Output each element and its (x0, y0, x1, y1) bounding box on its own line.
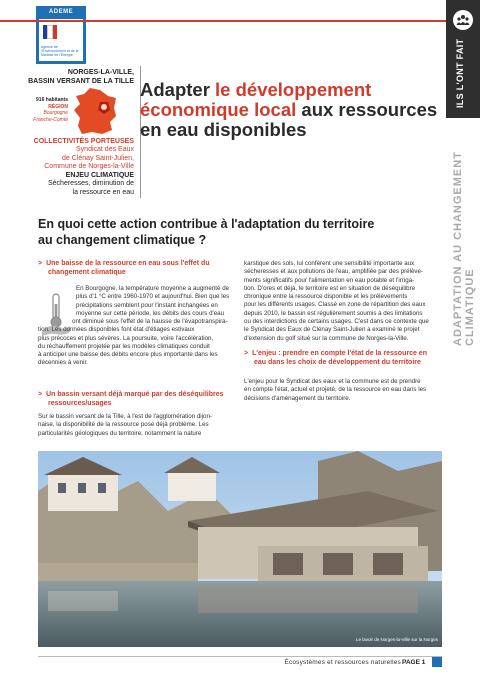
location: NORGES-LA-VILLE, BASSIN VERSANT DE LA TILLE (28, 69, 134, 85)
paragraph-1a: En Bourgogne, la température moyenne a augmenté de plus d'1 °C entre 1960-1970 et aujourd'hui. Bien que les précipitations semblent pour l'instant inchangées en moyenne sur cette période, les débits des cours d'eau (76, 285, 230, 317)
subheading-2: > Un bassin versant déjà marqué par des déséquilibres ressources/usages (38, 391, 224, 407)
photo-caption: Le lavoir de Norges-la-Ville sur la Norges (356, 637, 438, 642)
ademe-logo (36, 6, 86, 64)
region-label: RÉGION (48, 103, 68, 110)
side-vertical-label: ADAPTATION AU CHANGEMENT CLIMATIQUE (452, 151, 476, 346)
france-region-map-icon (70, 86, 122, 136)
side-tab-label: ILS L'ONT FAIT (455, 38, 465, 108)
header-rule (0, 20, 446, 22)
tricolor-flag-icon (43, 25, 57, 39)
stats (14, 97, 68, 123)
collectivites-heading: COLLECTIVITÉS PORTEUSES (33, 138, 134, 145)
paragraph-3: karstique des sols, lui confèrent une sensibilité importante aux sécheresses et aux pollutions de l'eau, amplifiée par des prélève- ments significatifs pour l'alimentation en eau potable et l'irriga- tion. D'ores et déjà, le territoire est en situation de déséquilibre chronique entre la ressource disponible et les prélèvements pour les différents usages. Classé en zone de répartition des eaux depuis 2010, le bassin est régulièrement soumis à des limitations ou des interdictions de certains usages. C'est dans ce contexte que le Syndicat des Eaux de Clénay Saint-Julien a examiné le projet d'extension du golf situé sur la commune de Norges-la-Ville. (244, 260, 429, 342)
footer-rule (38, 656, 442, 657)
paragraph-2: Sur le bassin versant de la Tille, à l'est de l'agglomération dijon- naise, la disponibilité de la ressource pose déjà problème. Les particularités géologiques du territoire, notamment la nature (38, 413, 212, 437)
subheading-1: > Une baisse de la ressource en eau sous l'effet du changement climatique (38, 260, 210, 276)
enjeu-text: Sécheresses, diminution de la ressource en eau (48, 180, 134, 196)
logo-brand: ADEME (48, 9, 74, 15)
logo-text: Agence de l'Environnement et de la Maîtrise de l'Énergie (41, 45, 79, 57)
section-heading: En quoi cette action contribue à l'adaptation du territoire au changement climatique ? (38, 217, 375, 247)
arrow-right-icon: > (38, 391, 43, 398)
collectivites-text: Syndicat des Eaux de Clénay Saint-Julien, Commune de Norges-la-Ville (44, 146, 134, 170)
paragraph-4: L'enjeu pour le Syndicat des eaux et la commune est de prendre en compte l'état, actuel et projeté, de la ressource en eau dans les décisions d'aménagement du territoire. (244, 378, 427, 402)
region-name-2: Franche-Comté (33, 116, 68, 123)
footer-text: Écosystèmes et ressources naturelles (284, 659, 401, 666)
page-number: PAGE 1 (402, 659, 426, 666)
arrow-right-icon: > (38, 260, 43, 267)
photo-lavoir (38, 451, 442, 647)
arrow-right-icon: > (244, 350, 249, 357)
enjeu-heading: ENJEU CLIMATIQUE (65, 172, 134, 179)
people-group-icon (453, 10, 473, 30)
paragraph-1b: ont diminué sous l'effet de la hausse de l'évapotranspira- tion. Les données disponibles font état d'étiages estivaux plus précoces et plus sévères. La poursuite, voire l'accélération, du réchauffement projetée par les modèles climatiques conduit à anticiper une baisse des débits encore plus importante dans les décennies à venir. (38, 318, 228, 367)
subheading-3: > L'enjeu : prendre en compte l'état de la ressource en eau dans les choix de développement du territoire (244, 350, 427, 366)
side-tab (446, 0, 480, 118)
population: 916 habitants (36, 97, 68, 103)
page-title: Adapter le développement économique local aux ressources en eau disponibles (140, 79, 438, 140)
footer-square-icon (432, 657, 442, 667)
region-name-1: Bourgogne (43, 110, 68, 116)
